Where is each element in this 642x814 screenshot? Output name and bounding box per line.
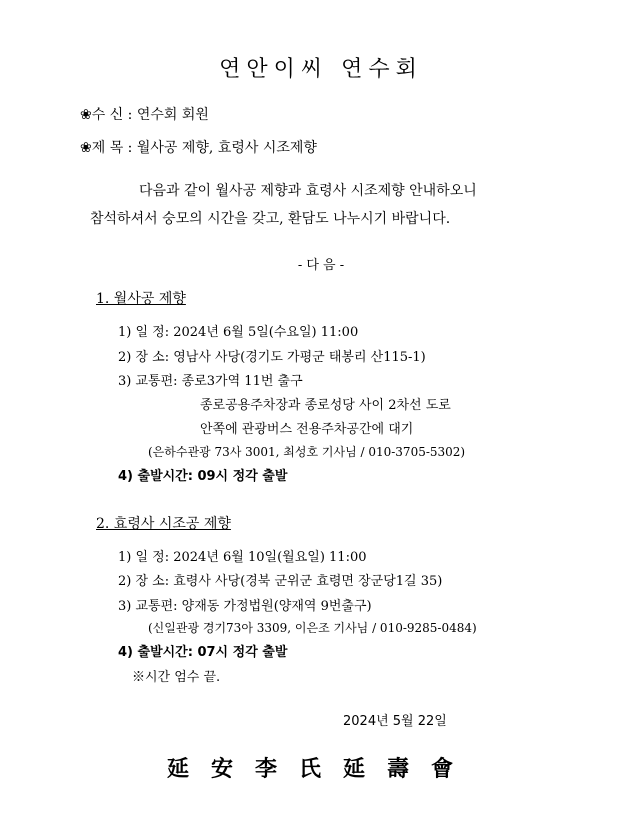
- section1-place: 2) 장 소: 영남사 사당(경기도 가평군 태봉리 산115-1): [118, 350, 426, 365]
- intro-line-2: 참석하셔서 숭모의 시간을 갖고, 환담도 나누시기 바랍니다.: [90, 211, 451, 227]
- subject-line: [80, 137, 317, 157]
- flower-bullet-icon: ❀: [80, 107, 92, 123]
- section2-bus-info: (신일관광 경기73아 3309, 이은조 기사님 / 010-9285-0484): [148, 621, 477, 635]
- section2-departure: 4) 출발시간: 07시 정각 출발: [118, 645, 288, 660]
- section2-place: 2) 장 소: 효령사 사당(경북 군위군 효령면 장군당1길 35): [118, 574, 443, 589]
- subject-value: 월사공 제향, 효령사 시조제향: [136, 140, 317, 156]
- section1-heading: 1. 월사공 제향: [96, 291, 186, 307]
- section1-transport-detail-1: 종로공용주차장과 종로성당 사이 2차선 도로: [200, 398, 451, 413]
- recipient-value: 연수회 회원: [136, 107, 209, 123]
- organization-name-hanja: 延安李氏延壽會: [166, 756, 475, 782]
- recipient-line: [80, 104, 209, 124]
- flower-bullet-icon: ❀: [80, 140, 92, 156]
- section2-heading: 2. 효령사 시조공 제향: [96, 516, 231, 532]
- section2-date: 1) 일 정: 2024년 6월 10일(월요일) 11:00: [118, 550, 367, 565]
- section1-bus-info: (은하수관광 73사 3001, 최성호 기사님 / 010-3705-5302): [148, 445, 466, 459]
- section1-transport: 3) 교통편: 종로3가역 11번 출구: [118, 374, 303, 389]
- document-title: 연안이씨 연수회: [219, 57, 423, 82]
- section1-transport-detail-2: 안쪽에 관광버스 전용주차공간에 대기: [200, 422, 414, 437]
- intro-line-1: 다음과 같이 월사공 제향과 효령사 시조제향 안내하오니: [139, 183, 477, 199]
- recipient-label: 수 신 :: [91, 107, 137, 123]
- section2-transport: 3) 교통편: 양재동 가정법원(양재역 9번출구): [118, 599, 372, 614]
- section1-date: 1) 일 정: 2024년 6월 5일(수요일) 11:00: [118, 325, 359, 340]
- subject-label: 제 목 :: [91, 140, 137, 156]
- section1-departure: 4) 출발시간: 09시 정각 출발: [118, 469, 288, 484]
- document-date: 2024년 5월 22일: [343, 714, 447, 729]
- section2-note: ※시간 엄수 끝.: [132, 670, 221, 685]
- divider-heading: - 다 음 -: [297, 258, 345, 273]
